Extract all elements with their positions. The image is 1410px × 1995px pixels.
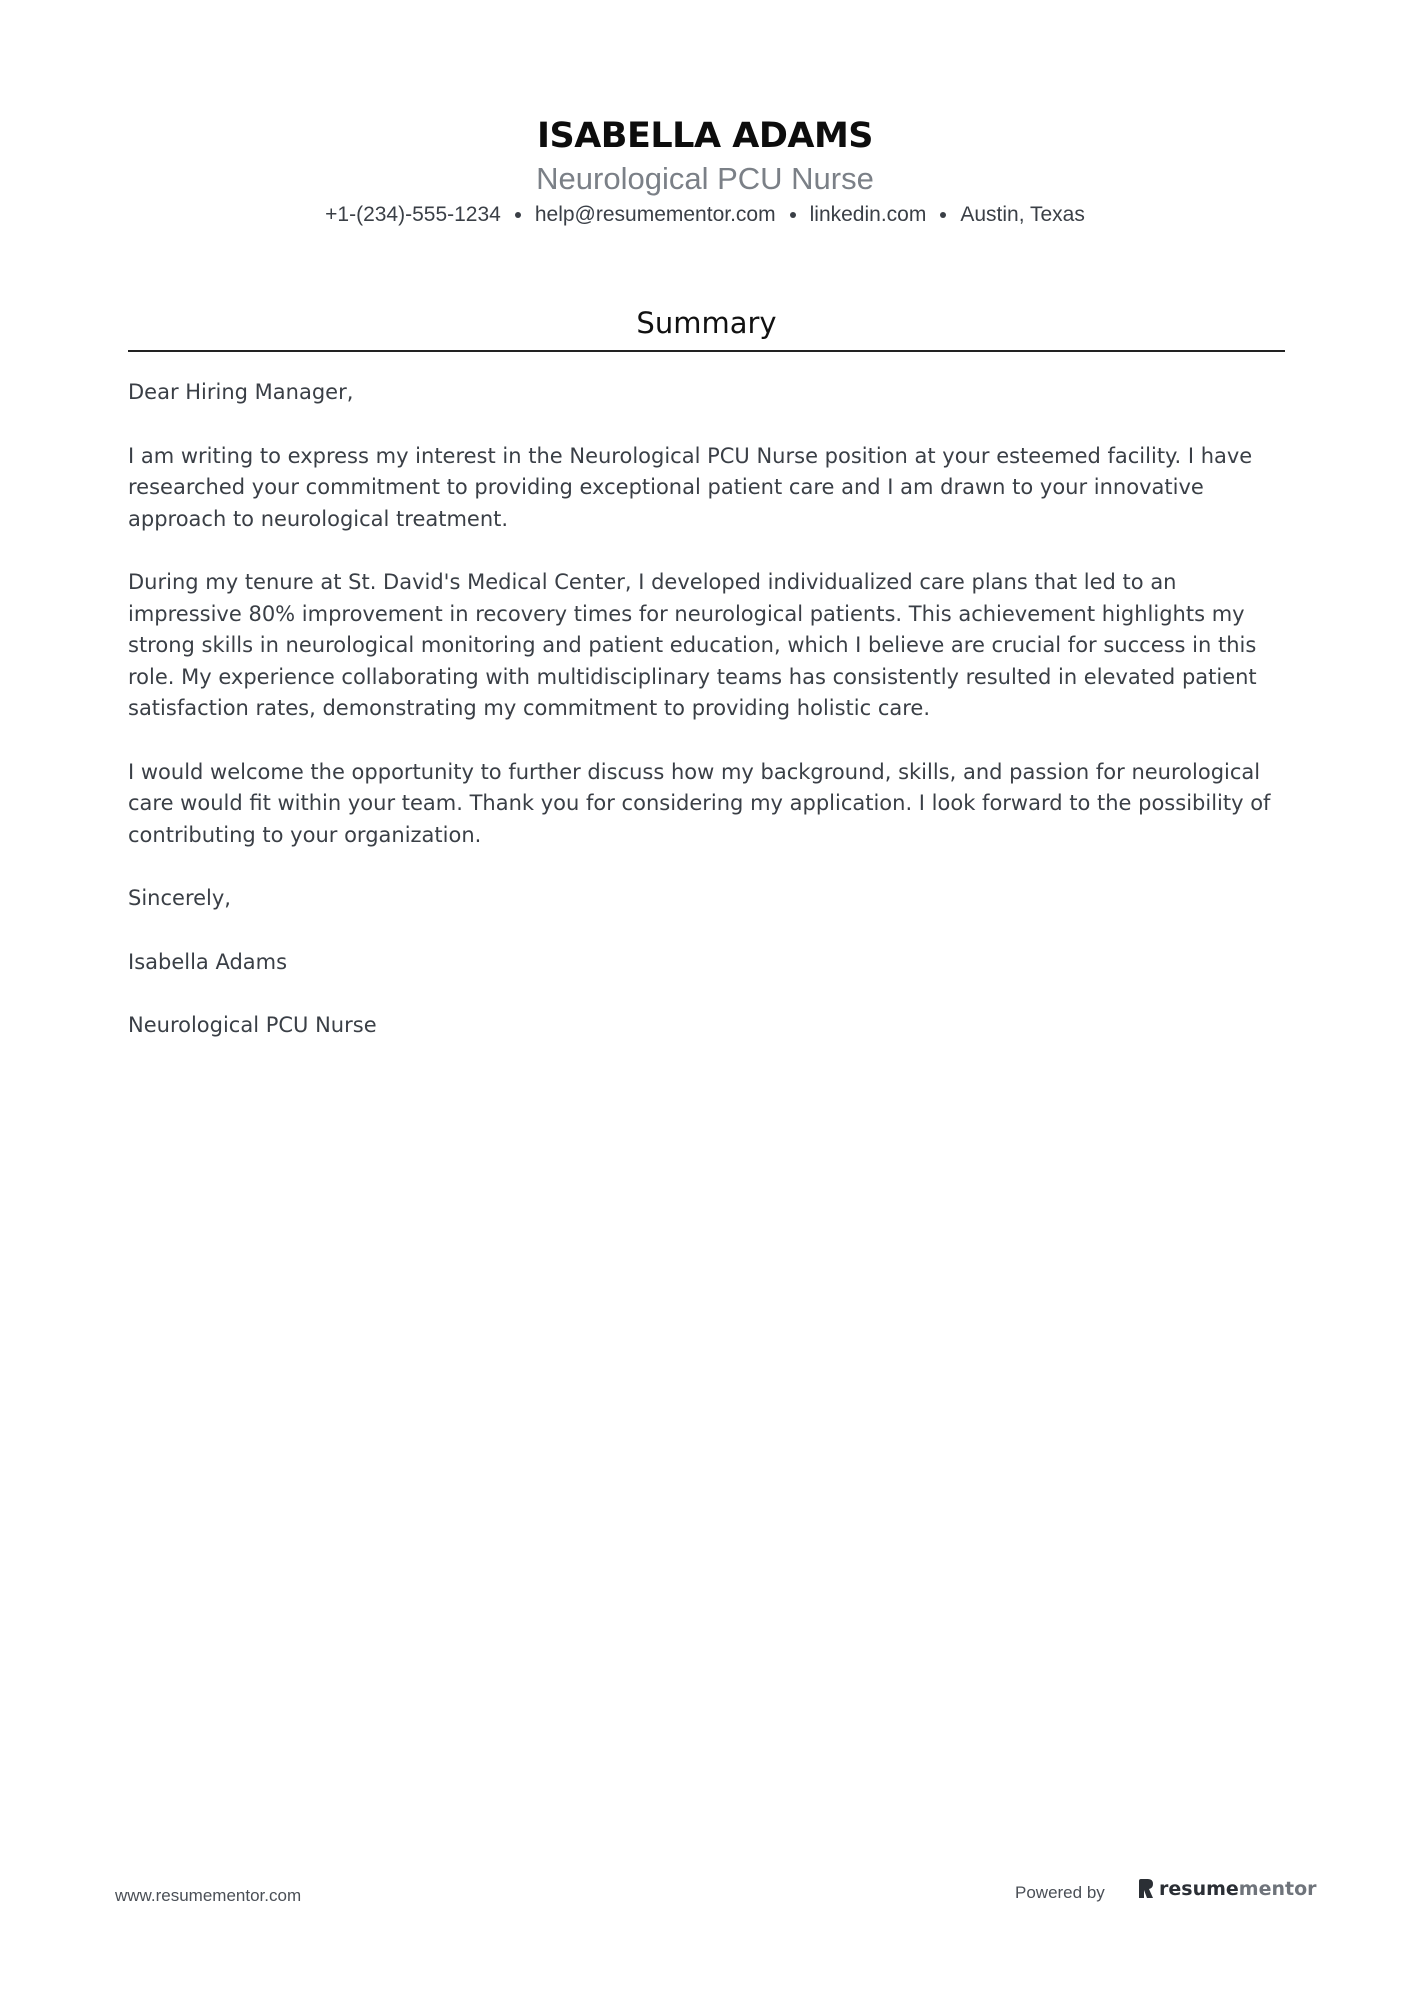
letter-greeting: Dear Hiring Manager, (128, 380, 354, 404)
brand-text-bold: resume (1159, 1878, 1239, 1900)
letter-paragraph: I would welcome the opportunity to further discuss how my background, skills, and passion for neurological care would fit within your team. Thank you for considering my application. I look forward to the possibility of contributing to your organization. (128, 759, 1271, 847)
candidate-title: Neurological PCU Nurse (536, 161, 874, 196)
contact-location: Austin, Texas (960, 203, 1085, 226)
bullet-separator (515, 212, 521, 218)
bullet-separator (790, 212, 796, 218)
letter-body (128, 377, 1288, 1074)
header (0, 112, 1410, 230)
letter-paragraph: I am writing to express my interest in the Neurological PCU Nurse position at your esteemed facility. I have researched your commitment to providing exceptional patient care and I am drawn to your innovative approach to neurological treatment. (128, 443, 1253, 531)
letter-paragraph: During my tenure at St. David's Medical Center, I developed individualized care plans that led to an impressive 80% improvement in recovery times for neurological patients. This achievement highlights my strong skills in neurological monitoring and patient education, which I believe are crucial for success in this role. My experience collaborating with multidisciplinary teams has consistently resulted in elevated patient satisfaction rates, demonstrating my commitment to providing holistic care. (128, 570, 1257, 720)
contact-linkedin[interactable]: linkedin.com (809, 203, 927, 226)
powered-by-label: Powered by (1015, 1883, 1105, 1902)
contact-line (0, 200, 1410, 230)
signature-name: Isabella Adams (128, 949, 288, 974)
footer-url[interactable]: www.resumementor.com (115, 1886, 302, 1905)
section-title: Summary (636, 306, 777, 340)
contact-phone: +1-(234)-555-1234 (325, 203, 501, 226)
brand-logo[interactable] (1137, 1878, 1317, 1900)
contact-email[interactable]: help@resumementor.com (534, 203, 776, 226)
bullet-separator (940, 212, 946, 218)
candidate-name: ISABELLA ADAMS (536, 116, 874, 156)
letter-closing: Sincerely, (128, 886, 231, 910)
section-divider (128, 350, 1285, 352)
signature-title: Neurological PCU Nurse (128, 1013, 377, 1037)
brand-text-light: mentor (1238, 1878, 1317, 1900)
resumementor-logo-icon (1137, 1878, 1155, 1900)
